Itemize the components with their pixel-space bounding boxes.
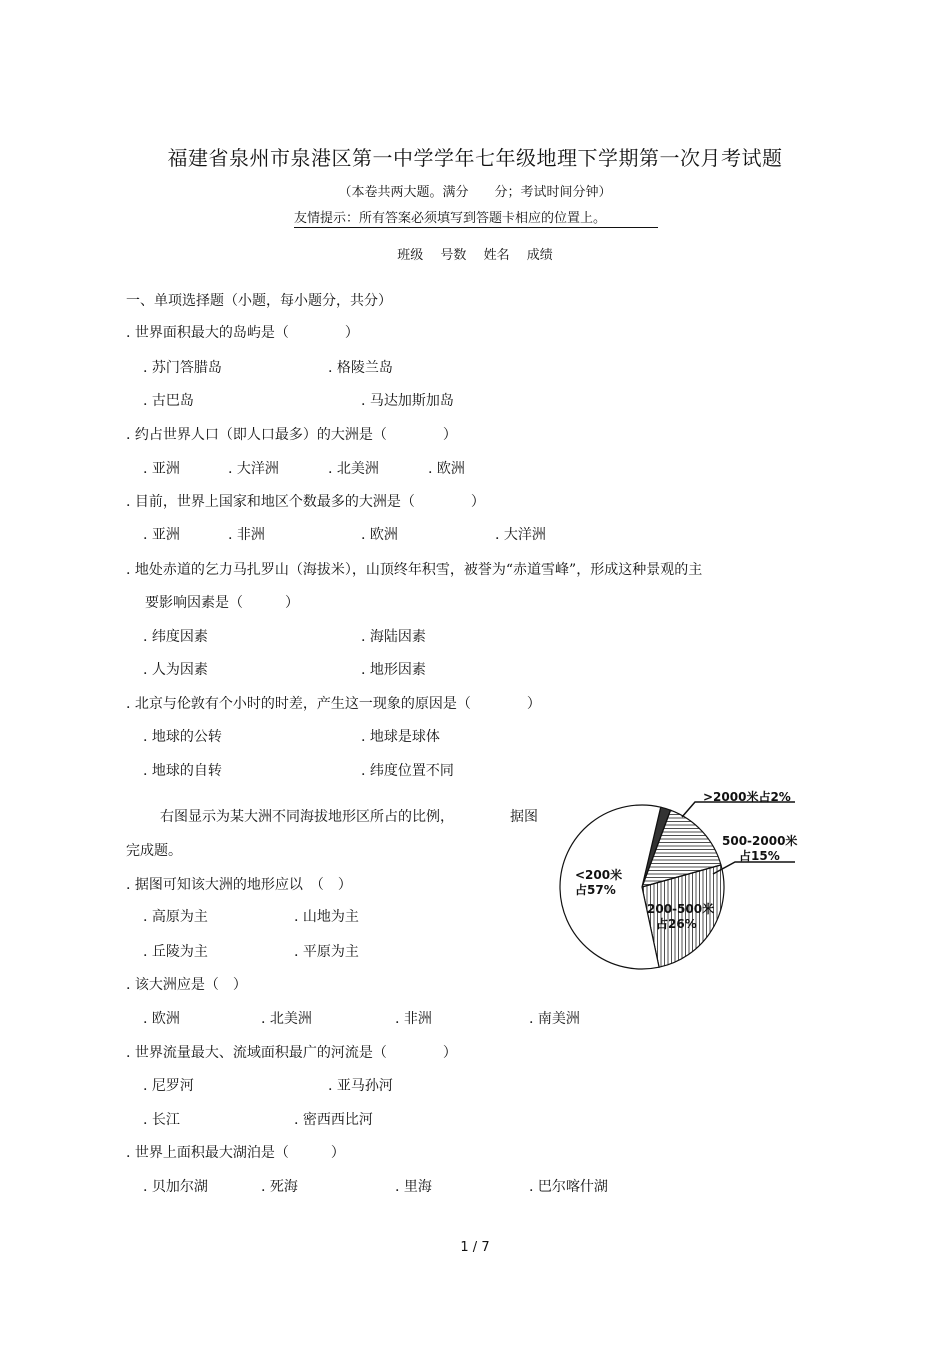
option: . 贝加尔湖	[143, 1179, 208, 1195]
option: . 亚洲	[143, 461, 180, 477]
question-stem-cont: 要影响因素是（ ）	[145, 595, 299, 611]
question-stem: . 世界流量最大、流域面积最广的河流是（ ）	[126, 1045, 457, 1061]
section-heading: 一、单项选择题（小题，每小题分，共分）	[126, 293, 392, 309]
option: . 地形因素	[361, 662, 426, 678]
option: . 纬度位置不同	[361, 763, 454, 779]
option: . 北美洲	[261, 1011, 312, 1027]
option: . 海陆因素	[361, 629, 426, 645]
option: . 纬度因素	[143, 629, 208, 645]
question-stem: . 目前，世界上国家和地区个数最多的大洲是（ ）	[126, 494, 485, 510]
figure-intro-end: 完成题。	[126, 843, 182, 859]
label-under-200-pct: 占57%	[575, 883, 616, 897]
figure-intro: 右图显示为某大洲不同海拔地形区所占的比例，	[160, 809, 454, 825]
label-under-200-range: <200米	[575, 868, 623, 882]
label-500-2000-pct: 占15%	[739, 849, 780, 863]
question-stem: . 据图可知该大洲的地形应以 （ ）	[126, 877, 352, 893]
option: . 巴尔喀什湖	[529, 1179, 608, 1195]
option: . 平原为主	[294, 944, 359, 960]
option: . 欧洲	[361, 527, 398, 543]
option: . 欧洲	[143, 1011, 180, 1027]
option: . 古巴岛	[143, 393, 194, 409]
label-500-2000-range: 500-2000米	[722, 834, 798, 848]
option: . 地球的公转	[143, 729, 222, 745]
option: . 密西西比河	[294, 1112, 373, 1128]
info-name: 姓名	[483, 248, 510, 263]
option: . 亚洲	[143, 527, 180, 543]
question-stem: . 地处赤道的乞力马扎罗山（海拔米），山顶终年积雪，被誉为“赤道雪峰”，形成这种景观的主	[126, 562, 703, 578]
option: . 尼罗河	[143, 1078, 194, 1094]
option: . 非洲	[395, 1011, 432, 1027]
elevation-pie-chart	[555, 782, 815, 982]
option: . 大洋洲	[495, 527, 546, 543]
option: . 格陵兰岛	[328, 360, 393, 376]
info-score: 成绩	[526, 248, 553, 263]
option: . 人为因素	[143, 662, 208, 678]
leader-line-500-2000	[713, 862, 795, 874]
option: . 地球是球体	[361, 729, 440, 745]
option: . 长江	[143, 1112, 180, 1128]
label-over-2000: >2000米占2%	[703, 790, 791, 804]
page-title: 福建省泉州市泉港区第一中学学年七年级地理下学期第一次月考试题	[167, 146, 783, 170]
option: . 南美洲	[529, 1011, 580, 1027]
label-200-500-range: 200-500米	[647, 902, 715, 916]
info-number: 号数	[440, 248, 467, 263]
option: . 非洲	[228, 527, 265, 543]
option: . 地球的自转	[143, 763, 222, 779]
option: . 丘陵为主	[143, 944, 208, 960]
question-stem: . 该大洲应是（ ）	[126, 977, 247, 993]
tip-text: 友情提示：所有答案必须填写到答题卡相应的位置上。	[294, 211, 658, 228]
option: . 山地为主	[294, 909, 359, 925]
exam-subtitle: （本卷共两大题。满分 分；考试时间分钟）	[338, 185, 612, 200]
option: . 里海	[395, 1179, 432, 1195]
leader-line-2000	[682, 802, 795, 817]
question-stem: . 约占世界人口（即人口最多）的大洲是（ ）	[126, 427, 457, 443]
info-class: 班级	[397, 248, 424, 263]
figure-intro-cont: 据图	[510, 809, 538, 825]
question-stem: . 北京与伦敦有个小时的时差，产生这一现象的原因是（ ）	[126, 696, 541, 712]
option: . 马达加斯加岛	[361, 393, 454, 409]
question-stem: . 世界面积最大的岛屿是（ ）	[126, 325, 359, 341]
option: . 大洋洲	[228, 461, 279, 477]
option: . 亚马孙河	[328, 1078, 393, 1094]
option: . 高原为主	[143, 909, 208, 925]
page-number: 1 / 7	[460, 1240, 490, 1255]
student-info	[0, 244, 950, 263]
tip-line	[0, 207, 950, 226]
option: . 北美洲	[328, 461, 379, 477]
option: . 欧洲	[428, 461, 465, 477]
option: . 苏门答腊岛	[143, 360, 222, 376]
label-200-500-pct: 占26%	[656, 917, 697, 931]
question-stem: . 世界上面积最大湖泊是（ ）	[126, 1145, 345, 1161]
option: . 死海	[261, 1179, 298, 1195]
